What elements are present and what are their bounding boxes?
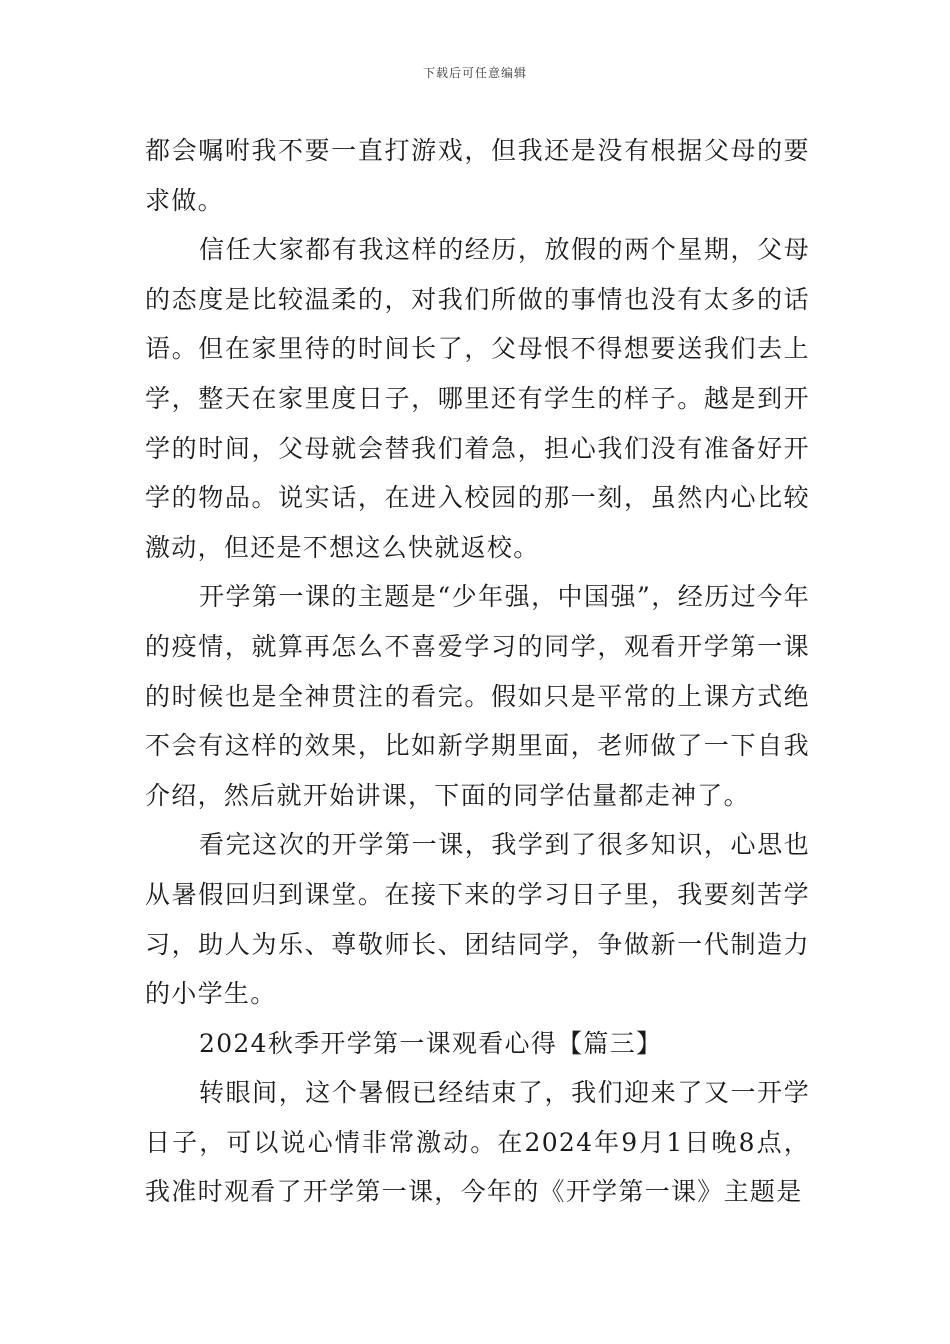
page-header-note: 下载后可任意编辑 xyxy=(422,66,527,80)
paragraph-section-three-intro: 转眼间，这个暑假已经结束了，我们迎来了又一开学日子，可以说心情非常激动。在2024年9月1日晚8点，我准时观看了开学第一课，今年的《开学第一课》主题是 xyxy=(145,1078,810,1207)
paragraph-theme: 开学第一课的主题是“少年强，中国强”，经历过今年的疫情，就算再怎么不喜爱学习的同学，观看开学第一课的时候也是全神贯注的看完。假如只是平常的上课方式绝不会有这样的效果，比如新学期里面，老师做了一下自我介绍，然后就开始讲课，下面的同学估量都走神了。 xyxy=(145,582,810,810)
section-heading: 2024秋季开学第一课观看心得【篇三】 xyxy=(199,1028,663,1058)
paragraph-conclusion: 看完这次的开学第一课，我学到了很多知识，心思也从暑假回归到课堂。在接下来的学习日子里，我要刻苦学习，助人为乐、尊敬师长、团结同学，争做新一代制造力的小学生。 xyxy=(145,830,810,1009)
paragraph-continuation: 都会嘱咐我不要一直打游戏，但我还是没有根据父母的要求做。 xyxy=(145,136,810,215)
document-body xyxy=(145,126,810,1217)
paragraph-experience: 信任大家都有我这样的经历，放假的两个星期，父母的态度是比较温柔的，对我们所做的事情也没有太多的话语。但在家里待的时间长了，父母恨不得想要送我们去上学，整天在家里度日子，哪里还有学生的样子。越是到开学的时间，父母就会替我们着急，担心我们没有准备好开学的物品。说实话，在进入校园的那一刻，虽然内心比较激动，但还是不想这么快就返校。 xyxy=(145,235,810,562)
